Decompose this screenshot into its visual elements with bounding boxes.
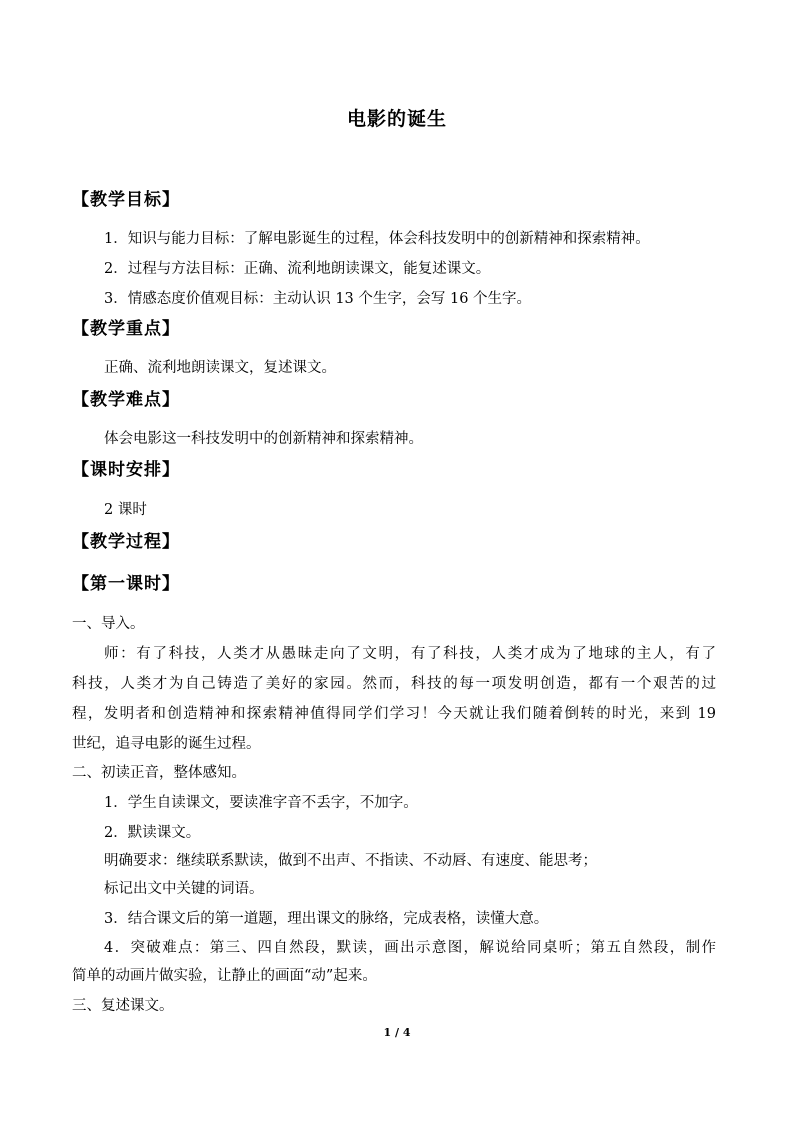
section-2-mark-keywords: 标记出文中关键的词语。 <box>104 881 264 897</box>
intro-paragraph-line-2: 科技，人类才为自己铸造了美好的家园。然而，科技的每一项发明创造，都有一个艰苦的过 <box>72 676 716 692</box>
heading-teaching-process: 【教学过程】 <box>72 532 180 552</box>
goal-item-2: 2．过程与方法目标：正确、流利地朗读课文，能复述课文。 <box>104 261 491 277</box>
document-title: 电影的诞生 <box>346 108 447 130</box>
section-2-heading: 二、初读正音，整体感知。 <box>72 765 246 781</box>
heading-key-points: 【教学重点】 <box>72 319 180 339</box>
section-3-heading: 三、复述课文。 <box>72 998 174 1014</box>
section-2-item-3: 3．结合课文后的第一道题，理出课文的脉络，完成表格，读懂大意。 <box>104 911 549 927</box>
heading-schedule: 【课时安排】 <box>72 460 180 480</box>
intro-paragraph-line-3: 程，发明者和创造精神和探索精神值得同学们学习！今天就让我们随着倒转的时光，来到 19 <box>72 706 716 722</box>
section-2-item-4-line-1: 4．突破难点：第三、四自然段，默读，画出示意图，解说给同桌听；第五自然段，制作 <box>104 940 716 956</box>
section-1-heading: 一、导入。 <box>72 616 145 632</box>
goal-item-1: 1．知识与能力目标：了解电影诞生的过程，体会科技发明中的创新精神和探索精神。 <box>104 231 650 247</box>
section-2-item-4-line-2: 简单的动画片做实验，让静止的画面“动”起来。 <box>72 968 377 984</box>
key-points-text: 正确、流利地朗读课文，复述课文。 <box>104 360 336 376</box>
difficulties-text: 体会电影这一科技发明中的创新精神和探索精神。 <box>104 431 423 447</box>
goal-item-3: 3．情感态度价值观目标：主动认识 13 个生字，会写 16 个生字。 <box>104 291 532 307</box>
section-2-item-2: 2．默读课文。 <box>104 825 201 841</box>
schedule-text: 2 课时 <box>104 502 147 518</box>
intro-paragraph-line-4: 世纪，追寻电影的诞生过程。 <box>72 736 261 752</box>
heading-difficulties: 【教学难点】 <box>72 390 180 410</box>
intro-paragraph-line-1: 师：有了科技，人类才从愚昧走向了文明，有了科技，人类才成为了地球的主人，有了 <box>104 646 716 662</box>
section-2-item-1: 1．学生自读课文，要读准字音不丢字，不加字。 <box>104 795 418 811</box>
page-number: 1 / 4 <box>383 1026 411 1039</box>
section-2-requirement: 明确要求：继续联系默读，做到不出声、不指读、不动唇、有速度、能思考； <box>104 853 597 869</box>
heading-first-lesson: 【第一课时】 <box>72 574 180 594</box>
heading-teaching-goals: 【教学目标】 <box>72 190 180 210</box>
